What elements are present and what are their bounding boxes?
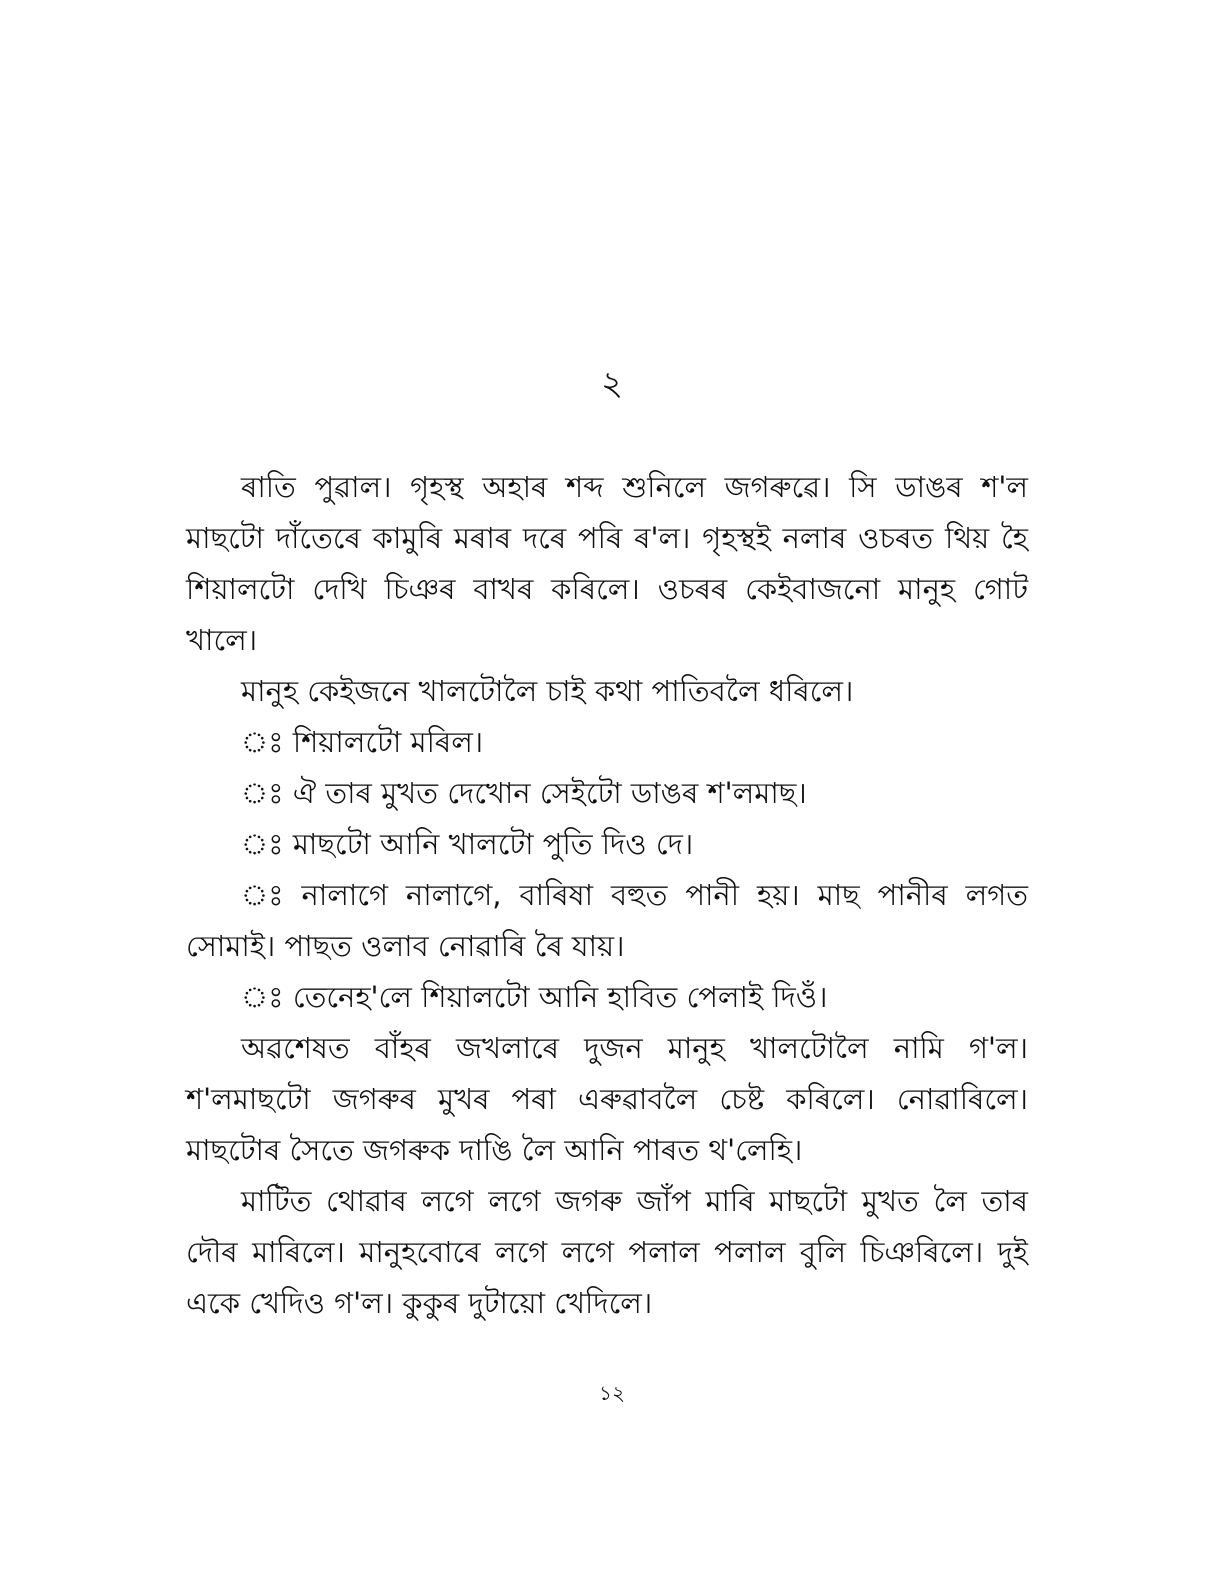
paragraph: ৰাতি পুৱাল। গৃহস্থ অহাৰ শব্দ শুনিলে জগৰুৱে। সি ডাঙৰ শ'ল মাছটো দাঁতেৰে কামুৰি মৰাৰ দৰে পৰি ৰ'ল। গৃহস্থই নলাৰ ওচৰত থিয় হৈ শিয়ালটো দেখি চিঞৰ বাখৰ কৰিলে। ওচৰৰ কেইবাজনো মানুহ গোট খালে। bbox=[186, 470, 1028, 657]
paragraph: মানুহ কেইজনে খালটোলৈ চাই কথা পাতিবলৈ ধৰিলে। bbox=[241, 674, 854, 708]
dialogue-line: ঃ নালাগে নালাগে, বাৰিষা বহুত পানী হয়। মাছ পানীৰ লগত সোমাই। পাছত ওলাব নোৱাৰি ৰৈ যায়। bbox=[186, 878, 1028, 963]
dialogue-line: ঃ শিয়ালটো মৰিল। bbox=[241, 725, 484, 759]
body-text bbox=[186, 462, 1028, 1329]
dialogue-line: ঃ ঐ তাৰ মুখত দেখোন সেইটো ডাঙৰ শ'লমাছ। bbox=[241, 776, 807, 810]
dialogue-line: ঃ তেনেহ'লে শিয়ালটো আনি হাবিত পেলাই দিওঁ। bbox=[241, 980, 828, 1014]
dialogue-line: ঃ মাছটো আনি খালটো পুতি দিও দে। bbox=[241, 827, 694, 861]
paragraph: মাটিত থোৱাৰ লগে লগে জগৰু জাঁপ মাৰি মাছটো মুখত লৈ তাৰ দৌৰ মাৰিলে। মানুহবোৰে লগে লগে পলাল পলাল বুলি চিঞৰিলে। দুই একে খেদিও গ'ল। কুকুৰ দুটায়ো খেদিলে। bbox=[186, 1184, 1028, 1320]
chapter-number: ২ bbox=[600, 364, 624, 404]
paragraph: অৱশেষত বাঁহৰ জখলাৰে দুজন মানুহ খালটোলৈ নামি গ'ল। শ'লমাছটো জগৰুৰ মুখৰ পৰা এৰুৱাবলৈ চেষ্ট কৰিলে। নোৱাৰিলে। মাছটোৰ সৈতে জগৰুক দাঙি লৈ আনি পাৰত থ'লেহি। bbox=[186, 1031, 1028, 1167]
page-number: ১২ bbox=[599, 1381, 625, 1405]
